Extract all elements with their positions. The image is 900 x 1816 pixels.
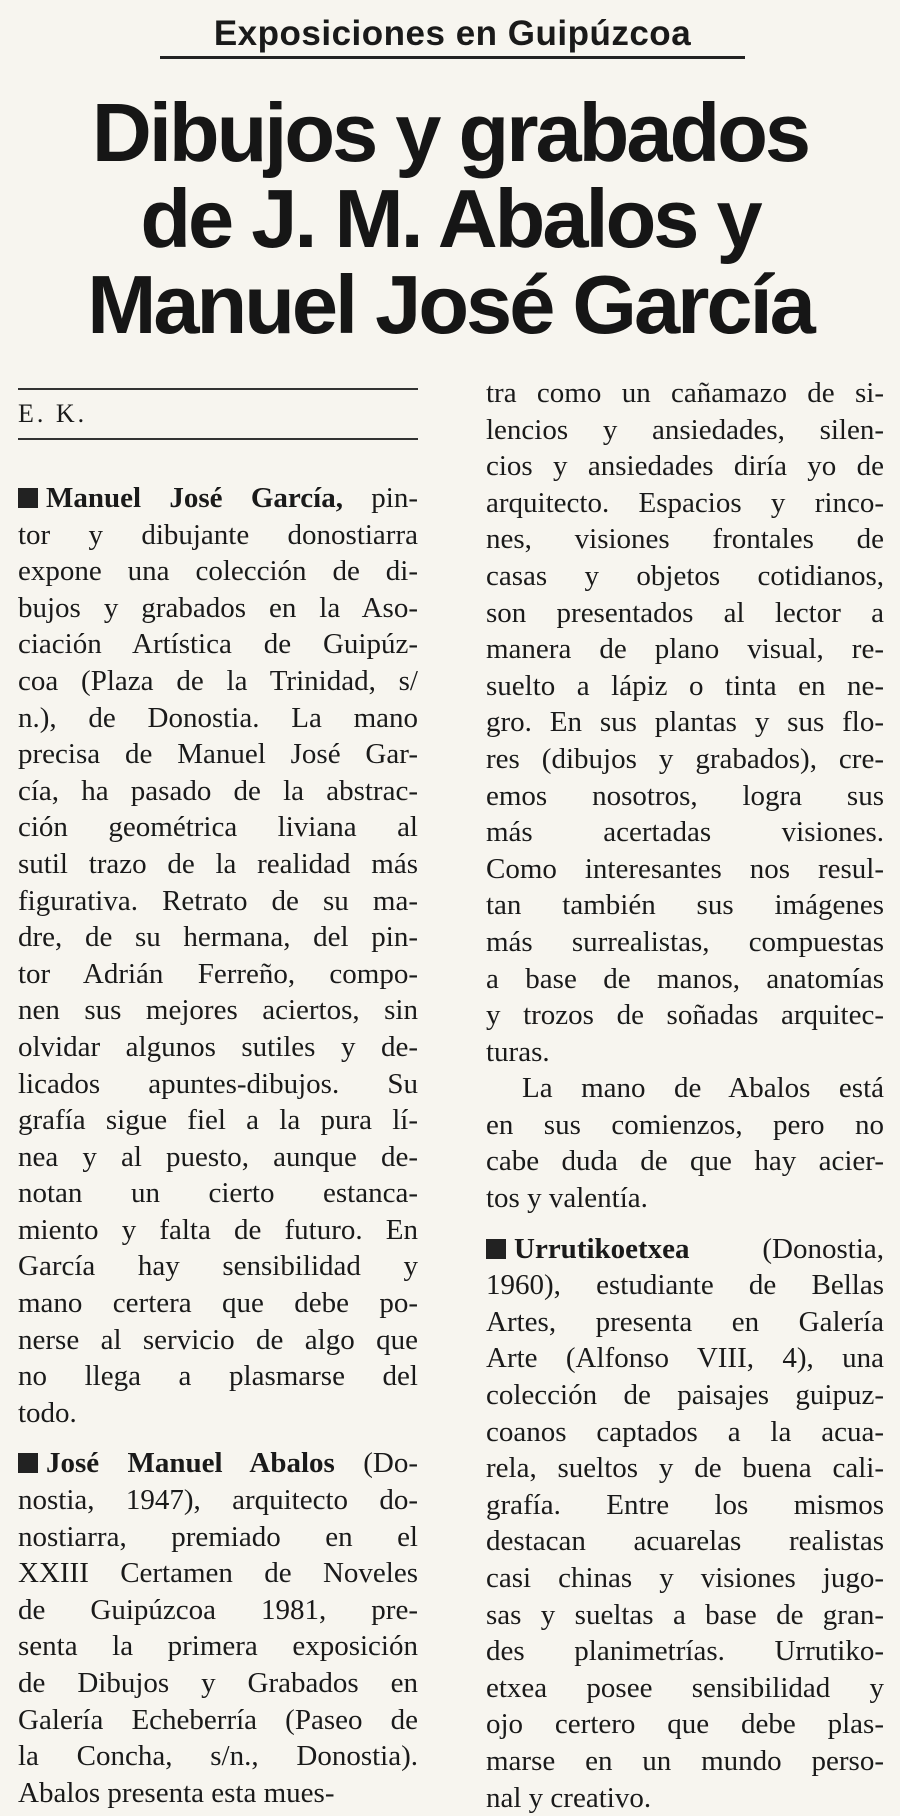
text-line <box>486 1633 884 1670</box>
text-line <box>18 1445 418 1482</box>
text-line <box>486 1267 884 1304</box>
line-text: son presentados al lector a <box>486 596 884 629</box>
line-text: mano certera que debe po- <box>18 1287 418 1320</box>
line-text: tor Adrián Ferreño, compo- <box>18 957 418 990</box>
text-line <box>18 553 418 590</box>
text-line <box>486 668 884 705</box>
line-text: precisa de Manuel José Gar- <box>18 738 418 771</box>
text-line <box>486 997 884 1034</box>
headline-line: Manuel José García <box>87 258 813 351</box>
text-line <box>486 778 884 815</box>
byline: E. K. <box>18 399 88 428</box>
text-line <box>18 1285 418 1322</box>
text-line <box>486 1143 884 1180</box>
line-text: turas. <box>486 1035 550 1068</box>
text-line <box>18 1628 418 1665</box>
headline-line: Dibujos y grabados <box>91 86 809 179</box>
text-line <box>486 1523 884 1560</box>
line-text: destacan acuarelas realistas <box>486 1525 884 1558</box>
line-text: García hay sensibilidad y <box>18 1250 418 1283</box>
line-text: casi chinas y visiones jugo- <box>486 1562 884 1594</box>
line-text: etxea posee sensibilidad y <box>486 1671 884 1704</box>
text-line <box>486 1560 884 1597</box>
text-line <box>18 1139 418 1176</box>
line-text: más surrealistas, compuestas <box>486 925 884 958</box>
line-text: XXIII Certamen de Noveles <box>18 1557 418 1590</box>
line-text: nea y al puesto, aunque de- <box>18 1140 418 1173</box>
line-text: en sus comienzos, pero no <box>486 1108 884 1141</box>
text-line <box>486 521 884 558</box>
line-text: tor y dibujante donostiarra <box>18 518 418 551</box>
line-text: más acertadas visiones. <box>486 816 884 849</box>
line-text: des planimetrías. Urrutiko- <box>486 1635 884 1668</box>
text-line <box>486 961 884 998</box>
line-text: nostia, 1947), arquitecto do- <box>18 1484 418 1517</box>
text-line <box>486 704 884 741</box>
line-text: notan un cierto estanca- <box>18 1177 418 1210</box>
line-text: sas y sueltas a base de gran- <box>486 1598 884 1631</box>
text-line <box>486 924 884 961</box>
line-text: emos nosotros, logra sus <box>486 779 884 812</box>
line-text: ciación Artística de Guipúz- <box>18 628 418 661</box>
byline-bottom-rule <box>18 438 418 440</box>
text-line <box>18 590 418 627</box>
text-line <box>18 626 418 663</box>
text-line <box>486 887 884 924</box>
text-line <box>486 1487 884 1524</box>
line-text: rela, sueltos y de buena cali- <box>486 1452 884 1485</box>
text-line <box>18 1175 418 1212</box>
text-line <box>486 1231 884 1268</box>
text-line <box>18 846 418 883</box>
text-line <box>18 1702 418 1739</box>
text-line <box>486 1107 884 1144</box>
text-line <box>18 700 418 737</box>
text-line <box>18 517 418 554</box>
text-line <box>486 814 884 851</box>
line-text: senta la primera exposición <box>18 1630 418 1663</box>
line-text: nen sus mejores aciertos, sin <box>18 994 418 1027</box>
line-text: (Donostia, <box>689 1232 884 1265</box>
line-text: no llega a plasmarse del <box>18 1360 418 1393</box>
paragraph-abalos-continued <box>486 375 884 1070</box>
line-text: Galería Echeberría (Paseo de <box>18 1703 418 1736</box>
text-line <box>18 1102 418 1139</box>
line-text: Como interesantes nos resul- <box>486 852 884 885</box>
line-text: cios y ansiedades diría yo de <box>486 450 884 483</box>
text-line <box>18 1358 418 1395</box>
artist-name: José Manuel Abalos <box>46 1447 335 1480</box>
line-text: y trozos de soñadas arquitec- <box>486 999 884 1032</box>
line-text: dre, de su hermana, del pin- <box>18 921 418 954</box>
line-text: Artes, presenta en Galería <box>486 1305 884 1338</box>
paragraph-urrutikoetxea <box>486 1231 884 1816</box>
text-line <box>486 595 884 632</box>
text-line <box>18 480 418 517</box>
line-text: Arte (Alfonso VIII, 4), una <box>486 1342 884 1375</box>
section-marker-icon <box>18 488 38 508</box>
line-text: gro. En sus plantas y sus flo- <box>486 706 884 739</box>
text-line <box>18 773 418 810</box>
text-line <box>486 851 884 888</box>
text-line <box>18 1665 418 1702</box>
text-line <box>18 1248 418 1285</box>
line-text: figurativa. Retrato de su ma- <box>18 884 418 917</box>
headline-line: de J. M. Abalos y <box>140 172 760 265</box>
text-line <box>18 992 418 1029</box>
paragraph-abalos <box>18 1445 418 1811</box>
text-line <box>486 412 884 449</box>
text-line <box>486 1670 884 1707</box>
text-line <box>486 1414 884 1451</box>
text-line <box>486 1706 884 1743</box>
line-text: tos y valentía. <box>486 1182 648 1215</box>
line-text: cabe duda de que hay acier- <box>486 1145 884 1178</box>
text-line <box>486 1780 884 1816</box>
line-text: de Guipúzcoa 1981, pre- <box>18 1593 418 1626</box>
text-line <box>486 1450 884 1487</box>
line-text: res (dibujos y grabados), cre- <box>486 742 884 775</box>
line-text: suelto a lápiz o tinta en ne- <box>486 669 884 702</box>
line-text: la Concha, s/n., Donostia). <box>18 1740 418 1773</box>
line-text: ción geométrica liviana al <box>18 811 418 844</box>
line-text: bujos y grabados en la Aso- <box>18 591 418 624</box>
line-text: coa (Plaza de la Trinidad, s/ <box>18 664 418 697</box>
line-text: tra como un cañamazo de si- <box>486 377 884 409</box>
paragraph-abalos-closing <box>486 1070 884 1216</box>
line-text: ojo certero que debe plas- <box>486 1708 884 1741</box>
text-line <box>18 883 418 920</box>
section-marker-icon <box>18 1453 38 1473</box>
text-line <box>486 1180 884 1217</box>
line-text: tan también sus imágenes <box>486 889 884 922</box>
line-text: nal y creativo. <box>486 1781 652 1814</box>
paragraph-garcia <box>18 480 418 1431</box>
line-text: olvidar algunos sutiles y de- <box>18 1030 418 1063</box>
artist-name: Manuel José García, <box>46 482 343 514</box>
line-text: nes, visiones frontales de <box>486 523 884 556</box>
section-marker-icon <box>486 1239 506 1259</box>
line-text: marse en un mundo perso- <box>486 1744 884 1777</box>
text-line <box>18 1066 418 1103</box>
text-line <box>18 1395 418 1432</box>
line-text: lencios y ansiedades, silen- <box>486 413 884 446</box>
text-line <box>18 1519 418 1556</box>
line-text: cía, ha pasado de la abstrac- <box>18 774 418 807</box>
text-line <box>486 631 884 668</box>
line-text: manera de plano visual, re- <box>486 633 884 666</box>
line-text: (Do- <box>334 1447 419 1480</box>
line-text: de Dibujos y Grabados en <box>18 1667 418 1699</box>
section-kicker: Exposiciones en Guipúzcoa <box>160 14 745 59</box>
line-text: Abalos presenta esta mues- <box>18 1776 335 1809</box>
text-line <box>18 1592 418 1629</box>
text-line <box>486 741 884 778</box>
text-line <box>486 1034 884 1071</box>
text-line <box>486 448 884 485</box>
line-text: grafía sigue fiel a la pura lí- <box>18 1104 418 1137</box>
line-text: grafía. Entre los mismos <box>486 1488 884 1521</box>
text-line <box>18 663 418 700</box>
line-text: La mano de Abalos está <box>522 1072 884 1105</box>
byline-top-rule <box>18 388 418 390</box>
text-line <box>486 558 884 595</box>
line-text: licados apuntes-dibujos. Su <box>18 1067 418 1100</box>
line-text: colección de paisajes guipuz- <box>486 1379 884 1412</box>
line-text: sutil trazo de la realidad más <box>18 847 418 880</box>
text-line <box>486 375 884 412</box>
line-text: n.), de Donostia. La mano <box>18 701 418 734</box>
text-line <box>486 1340 884 1377</box>
line-text: arquitecto. Espacios y rinco- <box>486 486 884 519</box>
text-line <box>18 1029 418 1066</box>
text-line <box>486 1377 884 1414</box>
line-text: todo. <box>18 1396 77 1429</box>
text-line <box>486 1304 884 1341</box>
right-column <box>486 375 884 1816</box>
text-line <box>18 736 418 773</box>
text-line <box>18 1775 418 1812</box>
text-line <box>18 1555 418 1592</box>
text-line <box>18 956 418 993</box>
text-line <box>18 1212 418 1249</box>
text-line <box>18 1738 418 1775</box>
text-line <box>486 1070 884 1107</box>
text-line <box>18 809 418 846</box>
text-line <box>18 919 418 956</box>
text-line <box>486 1597 884 1634</box>
headline <box>40 86 860 351</box>
line-text: pin- <box>342 482 418 514</box>
text-line <box>486 485 884 522</box>
artist-name: Urrutikoetxea <box>514 1232 690 1265</box>
left-column <box>18 480 418 1811</box>
line-text: casas y objetos cotidianos, <box>486 559 884 592</box>
text-line <box>486 1743 884 1780</box>
text-line <box>18 1322 418 1359</box>
line-text: a base de manos, anatomías <box>486 962 884 995</box>
line-text: nostiarra, premiado en el <box>18 1520 418 1553</box>
line-text: 1960), estudiante de Bellas <box>486 1269 884 1302</box>
line-text: miento y falta de futuro. En <box>18 1213 418 1246</box>
line-text: expone una colección de di- <box>18 555 418 588</box>
text-line <box>18 1482 418 1519</box>
line-text: nerse al servicio de algo que <box>18 1323 418 1356</box>
line-text: coanos captados a la acua- <box>486 1415 884 1448</box>
